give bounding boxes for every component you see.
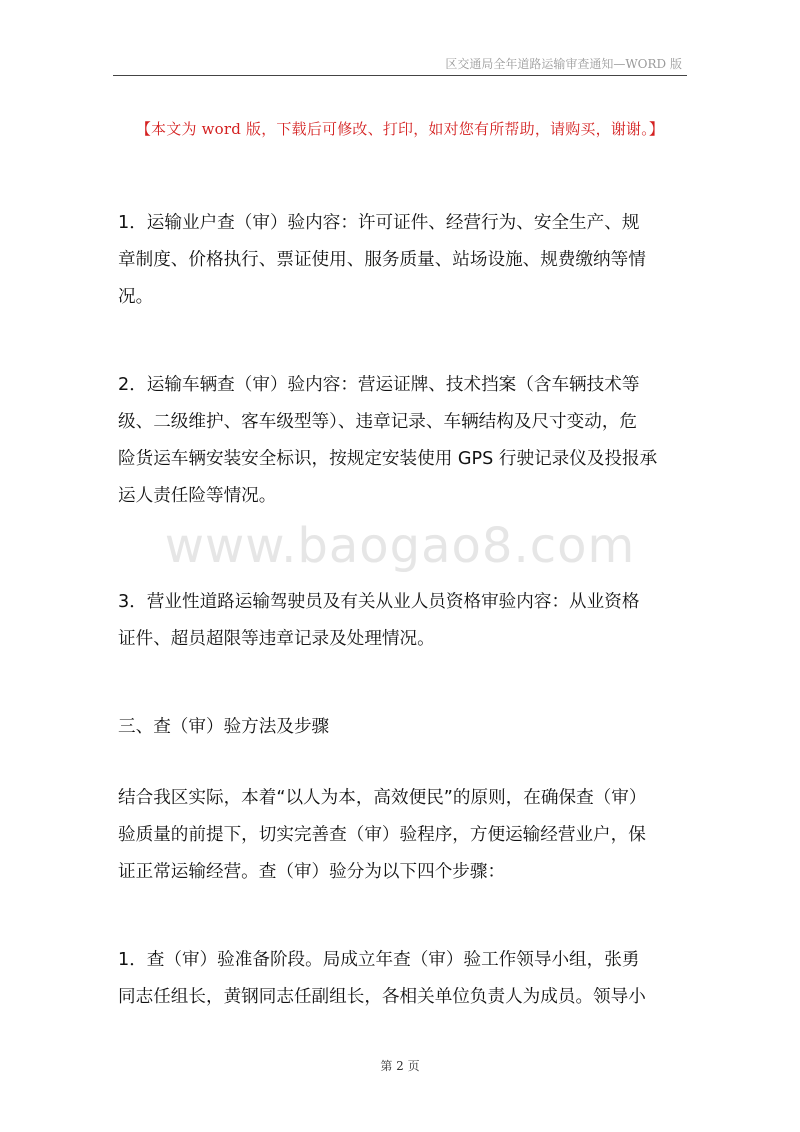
header-title: 区交通局全年道路运输审查通知—WORD 版 (445, 57, 682, 71)
paragraph-line: 证正常运输经营。查（审）验分为以下四个步骤： (118, 862, 506, 882)
paragraph-line: 3．营业性道路运输驾驶员及有关从业人员资格审验内容：从业资格 (118, 592, 640, 612)
paragraph-line: 况。 (118, 287, 154, 307)
paragraph-transport-vehicle (118, 367, 686, 515)
paragraph-line: 验质量的前提下，切实完善查（审）验程序，方便运输经营业户，保 (118, 825, 646, 845)
page-number: 第 2 页 (380, 1059, 420, 1073)
paragraph-principles (118, 780, 686, 891)
paragraph-line: 运人责任险等情况。 (118, 486, 277, 506)
paragraph-preparation-stage (118, 942, 686, 1016)
paragraph-line: 1．查（审）验准备阶段。局成立年查（审）验工作领导小组，张勇 (118, 950, 640, 970)
heading-line: 三、查（审）验方法及步骤 (118, 717, 330, 737)
purchase-notice: 【本文为 word 版，下载后可修改、打印，如对您有所帮助，请购买，谢谢。】 (135, 120, 665, 138)
paragraph-line: 1．运输业户查（审）验内容：许可证件、经营行为、安全生产、规 (118, 213, 640, 233)
paragraph-line: 2．运输车辆查（审）验内容：营运证牌、技术挡案（含车辆技术等 (118, 375, 640, 395)
watermark-text: www.baogao8.com (164, 518, 636, 574)
paragraph-transport-operator (118, 205, 686, 316)
paragraph-line: 结合我区实际，本着“以人为本，高效便民”的原则，在确保查（审） (118, 788, 647, 808)
paragraph-line: 险货运车辆安装安全标识，按规定安装使用 GPS 行驶记录仪及投报承 (118, 449, 658, 469)
paragraph-line: 同志任组长，黄钢同志任副组长，各相关单位负责人为成员。领导小 (118, 987, 646, 1007)
section-heading-methods (118, 709, 686, 746)
paragraph-driver-qualification (118, 584, 686, 658)
paragraph-line: 证件、超员超限等违章记录及处理情况。 (118, 629, 435, 649)
header-divider (113, 75, 687, 76)
paragraph-line: 章制度、价格执行、票证使用、服务质量、站场设施、规费缴纳等情 (118, 250, 646, 270)
paragraph-line: 级、二级维护、客车级型等）、违章记录、车辆结构及尺寸变动，危 (118, 412, 638, 432)
